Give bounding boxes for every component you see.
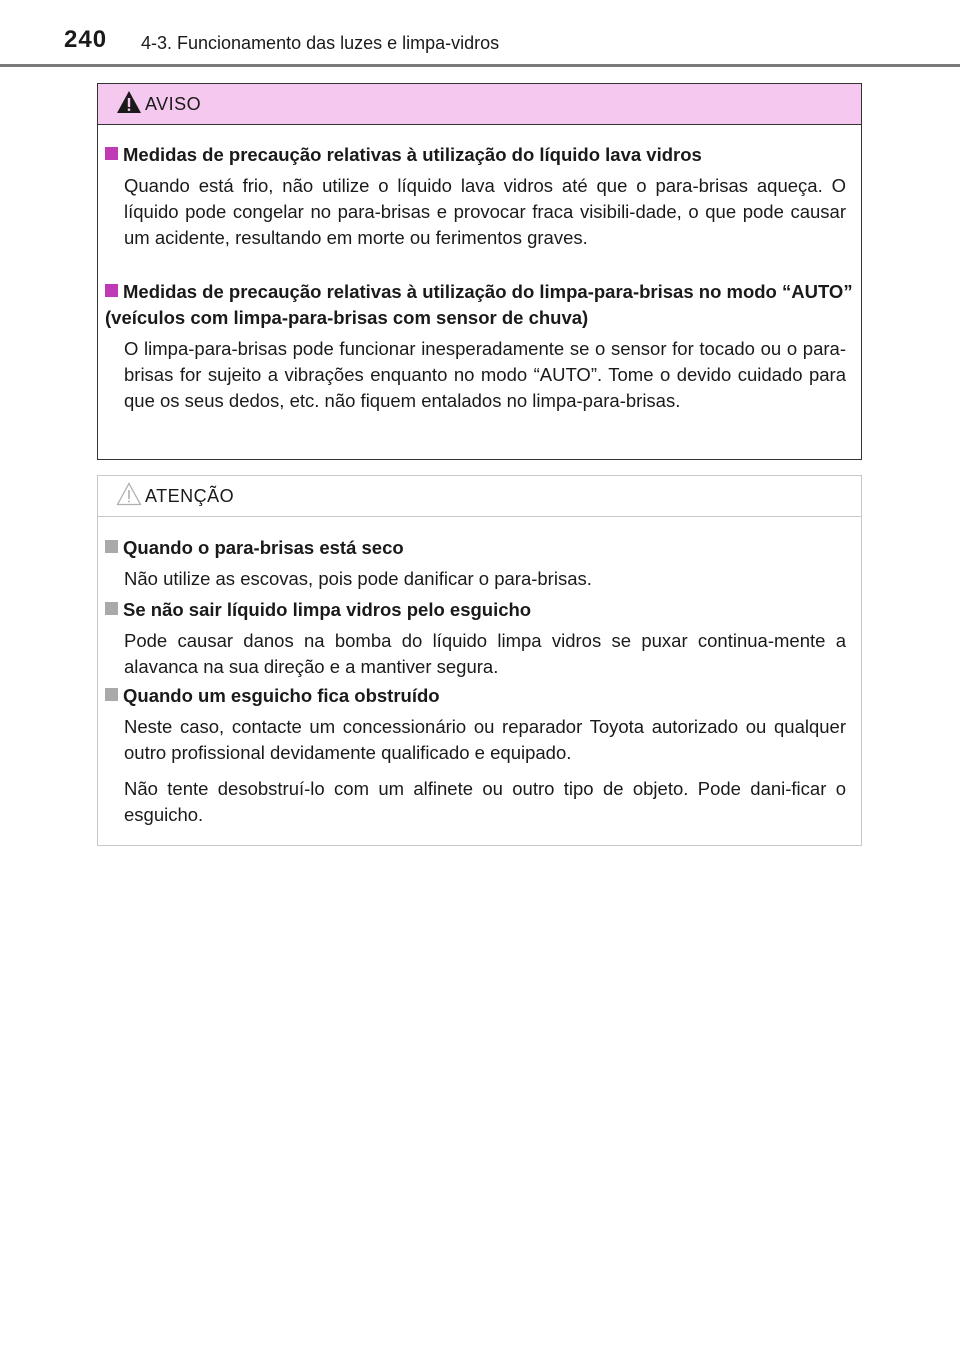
caution-box-header — [98, 476, 861, 517]
section-heading: Medidas de precaução relativas à utilização do líquido lava vidros — [105, 142, 855, 168]
section-title: 4-3. Funcionamento das luzes e limpa-vidros — [141, 33, 500, 53]
page-number: 240 — [64, 26, 108, 53]
section-text: Quando está frio, não utilize o líquido lava vidros até que o para-brisas aqueça. O líquido pode congelar no para-brisas e provocar fraca visibili-dade, o que pode causar um acidente, resultando em morte ou ferimentos graves. — [124, 175, 846, 248]
square-bullet-icon — [105, 602, 118, 615]
square-bullet-icon — [105, 688, 118, 701]
section-text: Pode causar danos na bomba do líquido limpa vidros se puxar continua-mente a alavanca na sua direção e a mantiver segura. — [124, 630, 846, 677]
warning-title: AVISO — [145, 94, 202, 114]
section-heading: Medidas de precaução relativas à utilização do limpa-para-brisas no modo “AUTO” (veículos com limpa-para-brisas com sensor de chuva) — [105, 281, 853, 328]
warning-triangle-filled-icon — [116, 90, 142, 114]
caution-box — [97, 475, 862, 846]
square-bullet-icon — [105, 284, 118, 297]
section-text: O limpa-para-brisas pode funcionar inesperadamente se o sensor for tocado ou o para-brisas for sujeito a vibrações enquanto no modo “AUTO”. Tome o devido cuidado para que os seus dedos, etc. não fiquem entalados no limpa-para-brisas. — [124, 338, 846, 411]
square-bullet-icon — [105, 540, 118, 553]
header-rule — [0, 64, 960, 67]
square-bullet-icon — [105, 147, 118, 160]
page-header — [0, 0, 960, 66]
section-text-2: Não tente desobstruí-lo com um alfinete ou outro tipo de objeto. Pode dani-ficar o esguicho. — [124, 778, 846, 825]
section-heading: Quando um esguicho fica obstruído — [105, 683, 855, 709]
warning-box-header — [98, 84, 861, 125]
warning-box — [97, 83, 862, 460]
section-heading: Se não sair líquido limpa vidros pelo esguicho — [105, 597, 855, 623]
caution-title: ATENÇÃO — [145, 486, 235, 506]
section-heading: Quando o para-brisas está seco — [105, 535, 855, 561]
section-text: Neste caso, contacte um concessionário ou reparador Toyota autorizado ou qualquer outro profissional devidamente qualificado e equipado. — [124, 716, 846, 763]
section-text: Não utilize as escovas, pois pode danificar o para-brisas. — [124, 568, 592, 589]
warning-triangle-outline-icon — [116, 482, 142, 506]
